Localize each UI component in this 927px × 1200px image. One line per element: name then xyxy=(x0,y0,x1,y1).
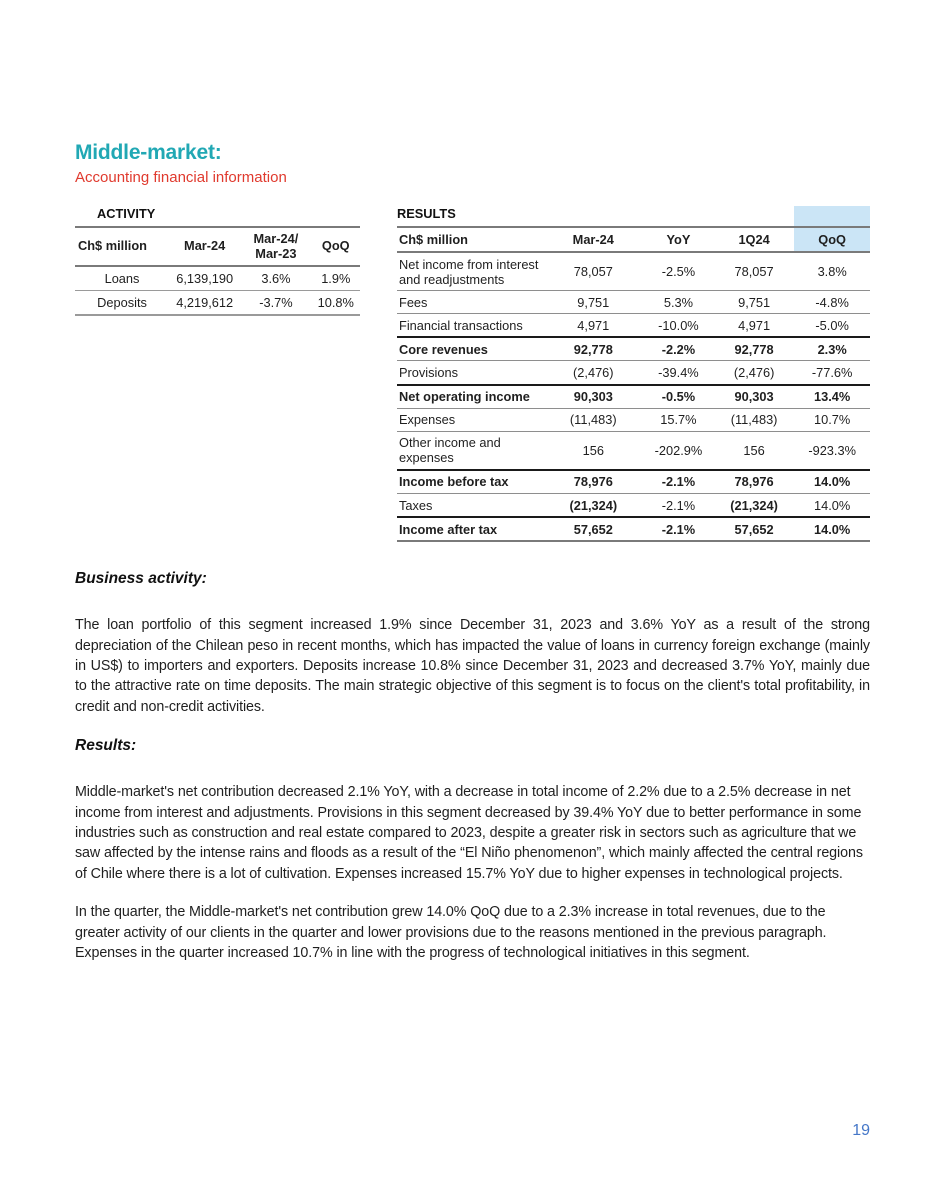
activity-table-label: ACTIVITY xyxy=(97,206,156,221)
table-row xyxy=(397,361,870,385)
cell: 57,652 xyxy=(714,517,794,541)
business-activity-paragraph: The loan portfolio of this segment increased 1.9% since December 31, 2023 and 3.6% YoY as a result of the strong depreciation of the Chilean peso in recent months, which has impacted the value of loans in currency foreign exchange (mainly in US$) to importers and exporters. Deposits increase 10.8% since December 31, 2023 and decreased 3.7% YoY, mainly due to the attractive rate on time deposits. The main strategic objective of this segment is to focus on the client's total profitability, in credit and non-credit activities. xyxy=(75,617,870,715)
cell: 3.6% xyxy=(261,271,291,287)
results-header-row xyxy=(397,227,870,252)
row-label: Taxes xyxy=(397,494,544,518)
cell: 9,751 xyxy=(714,291,794,314)
cell: 13.4% xyxy=(794,385,870,409)
cell: -2.1% xyxy=(643,517,714,541)
row-label: Core revenues xyxy=(397,337,544,361)
table-row xyxy=(397,494,870,518)
cell: 4,971 xyxy=(714,314,794,338)
cell: -2.5% xyxy=(661,264,696,280)
activity-col-header: Ch$ million xyxy=(75,227,169,266)
table-row xyxy=(397,431,870,470)
row-label: Financial transactions xyxy=(397,314,544,338)
activity-col-header-line2: Mar-23 xyxy=(255,245,297,261)
cell: 90,303 xyxy=(544,385,643,409)
cell: -3.7% xyxy=(240,291,311,316)
cell: -4.8% xyxy=(794,291,870,314)
table-row xyxy=(397,314,870,338)
cell: 15.7% xyxy=(643,408,714,431)
table-row xyxy=(75,291,360,316)
cell: 57,652 xyxy=(544,517,643,541)
table-row xyxy=(397,408,870,431)
cell: 10.7% xyxy=(794,408,870,431)
page-subtitle: Accounting financial information xyxy=(75,169,287,186)
results-paragraph-2: In the quarter, the Middle-market's net contribution grew 14.0% QoQ due to a 2.3% increase in total revenues, due to the greater activity of our clients in the quarter and lower provisions due to the reasons mentioned in the previous paragraph. Expenses in the quarter increased 10.7% in line with the progress of technological initiatives in this segment. xyxy=(75,904,827,962)
page-title: Middle-market: xyxy=(75,141,222,164)
cell: 10.8% xyxy=(312,291,360,316)
cell: (21,324) xyxy=(544,494,643,518)
cell: 78,976 xyxy=(544,470,643,494)
row-label: Provisions xyxy=(397,361,544,385)
cell: -202.9% xyxy=(643,431,714,470)
table-row-total xyxy=(397,385,870,409)
cell: -2.1% xyxy=(643,494,714,518)
row-label: Income after tax xyxy=(397,517,544,541)
activity-col-header: QoQ xyxy=(312,227,360,266)
cell: (11,483) xyxy=(714,408,794,431)
cell: 1.9% xyxy=(321,271,351,287)
cell: 3.8% xyxy=(817,264,847,280)
activity-col-header: Mar-24 xyxy=(169,227,240,266)
tables-row xyxy=(75,206,870,542)
results-table xyxy=(397,226,870,542)
activity-table xyxy=(75,226,360,316)
results-col-header: QoQ xyxy=(794,227,870,252)
activity-header-row xyxy=(75,227,360,266)
row-label: Net income from interest and readjustments xyxy=(399,256,539,287)
cell: 4,219,612 xyxy=(169,291,240,316)
cell: (2,476) xyxy=(544,361,643,385)
cell: (11,483) xyxy=(544,408,643,431)
page-number: 19 xyxy=(852,1122,870,1139)
results-col-header: 1Q24 xyxy=(714,227,794,252)
cell: 156 xyxy=(544,431,643,470)
cell: -923.3% xyxy=(794,431,870,470)
cell: 78,057 xyxy=(573,264,613,280)
cell: 92,778 xyxy=(544,337,643,361)
row-label: Deposits xyxy=(75,291,169,316)
cell: -10.0% xyxy=(643,314,714,338)
table-row-total xyxy=(397,470,870,494)
row-label: Other income and expenses xyxy=(397,431,544,470)
cell: (21,324) xyxy=(714,494,794,518)
activity-col-header xyxy=(240,227,311,266)
cell: 2.3% xyxy=(794,337,870,361)
cell: 90,303 xyxy=(714,385,794,409)
cell: 5.3% xyxy=(643,291,714,314)
results-table-label: RESULTS xyxy=(397,206,456,221)
cell: 78,976 xyxy=(714,470,794,494)
activity-table-block xyxy=(75,206,360,316)
cell: 4,971 xyxy=(544,314,643,338)
cell: 14.0% xyxy=(794,517,870,541)
row-label: Loans xyxy=(104,271,140,287)
section-title-business-activity: Business activity: xyxy=(75,570,207,588)
results-col-header: Mar-24 xyxy=(544,227,643,252)
results-col-header: Ch$ million xyxy=(397,227,544,252)
cell: 14.0% xyxy=(794,494,870,518)
section-title-results: Results: xyxy=(75,737,137,755)
table-row-total xyxy=(397,337,870,361)
row-label: Expenses xyxy=(397,408,544,431)
cell: 156 xyxy=(714,431,794,470)
cell: 92,778 xyxy=(714,337,794,361)
cell: -5.0% xyxy=(794,314,870,338)
cell: 78,057 xyxy=(734,264,774,280)
row-label: Fees xyxy=(397,291,544,314)
row-label: Income before tax xyxy=(397,470,544,494)
cell: 9,751 xyxy=(544,291,643,314)
row-label: Net operating income xyxy=(397,385,544,409)
activity-col-header-line1: Mar-24/ xyxy=(253,231,299,246)
table-row-total xyxy=(397,517,870,541)
cell: -39.4% xyxy=(643,361,714,385)
cell: -0.5% xyxy=(643,385,714,409)
table-row xyxy=(397,291,870,314)
results-table-block xyxy=(397,206,870,542)
cell: 14.0% xyxy=(794,470,870,494)
cell: -2.2% xyxy=(643,337,714,361)
cell: -2.1% xyxy=(643,470,714,494)
cell: (2,476) xyxy=(714,361,794,385)
table-row xyxy=(75,266,360,291)
results-paragraph-1: Middle-market's net contribution decreased 2.1% YoY, with a decrease in total income of 2.2% due to a 2.5% decrease in net income from interest and adjustments. Provisions in this segment decreased by 39.4% YoY due to better performance in some industries such as construction and real estate compared to 2023, despite a greater risk in sectors such as agriculture that we saw affected by the intense rains and floods as a result of the “El Niño phenomenon”, which mainly affected the central regions of Chile where there is a lot of cultivation. Expenses increased 15.7% YoY due to higher expenses in technological projects. xyxy=(75,784,863,882)
cell: 6,139,190 xyxy=(176,271,234,287)
table-row xyxy=(397,252,870,291)
cell: -77.6% xyxy=(794,361,870,385)
results-col-header: YoY xyxy=(643,227,714,252)
